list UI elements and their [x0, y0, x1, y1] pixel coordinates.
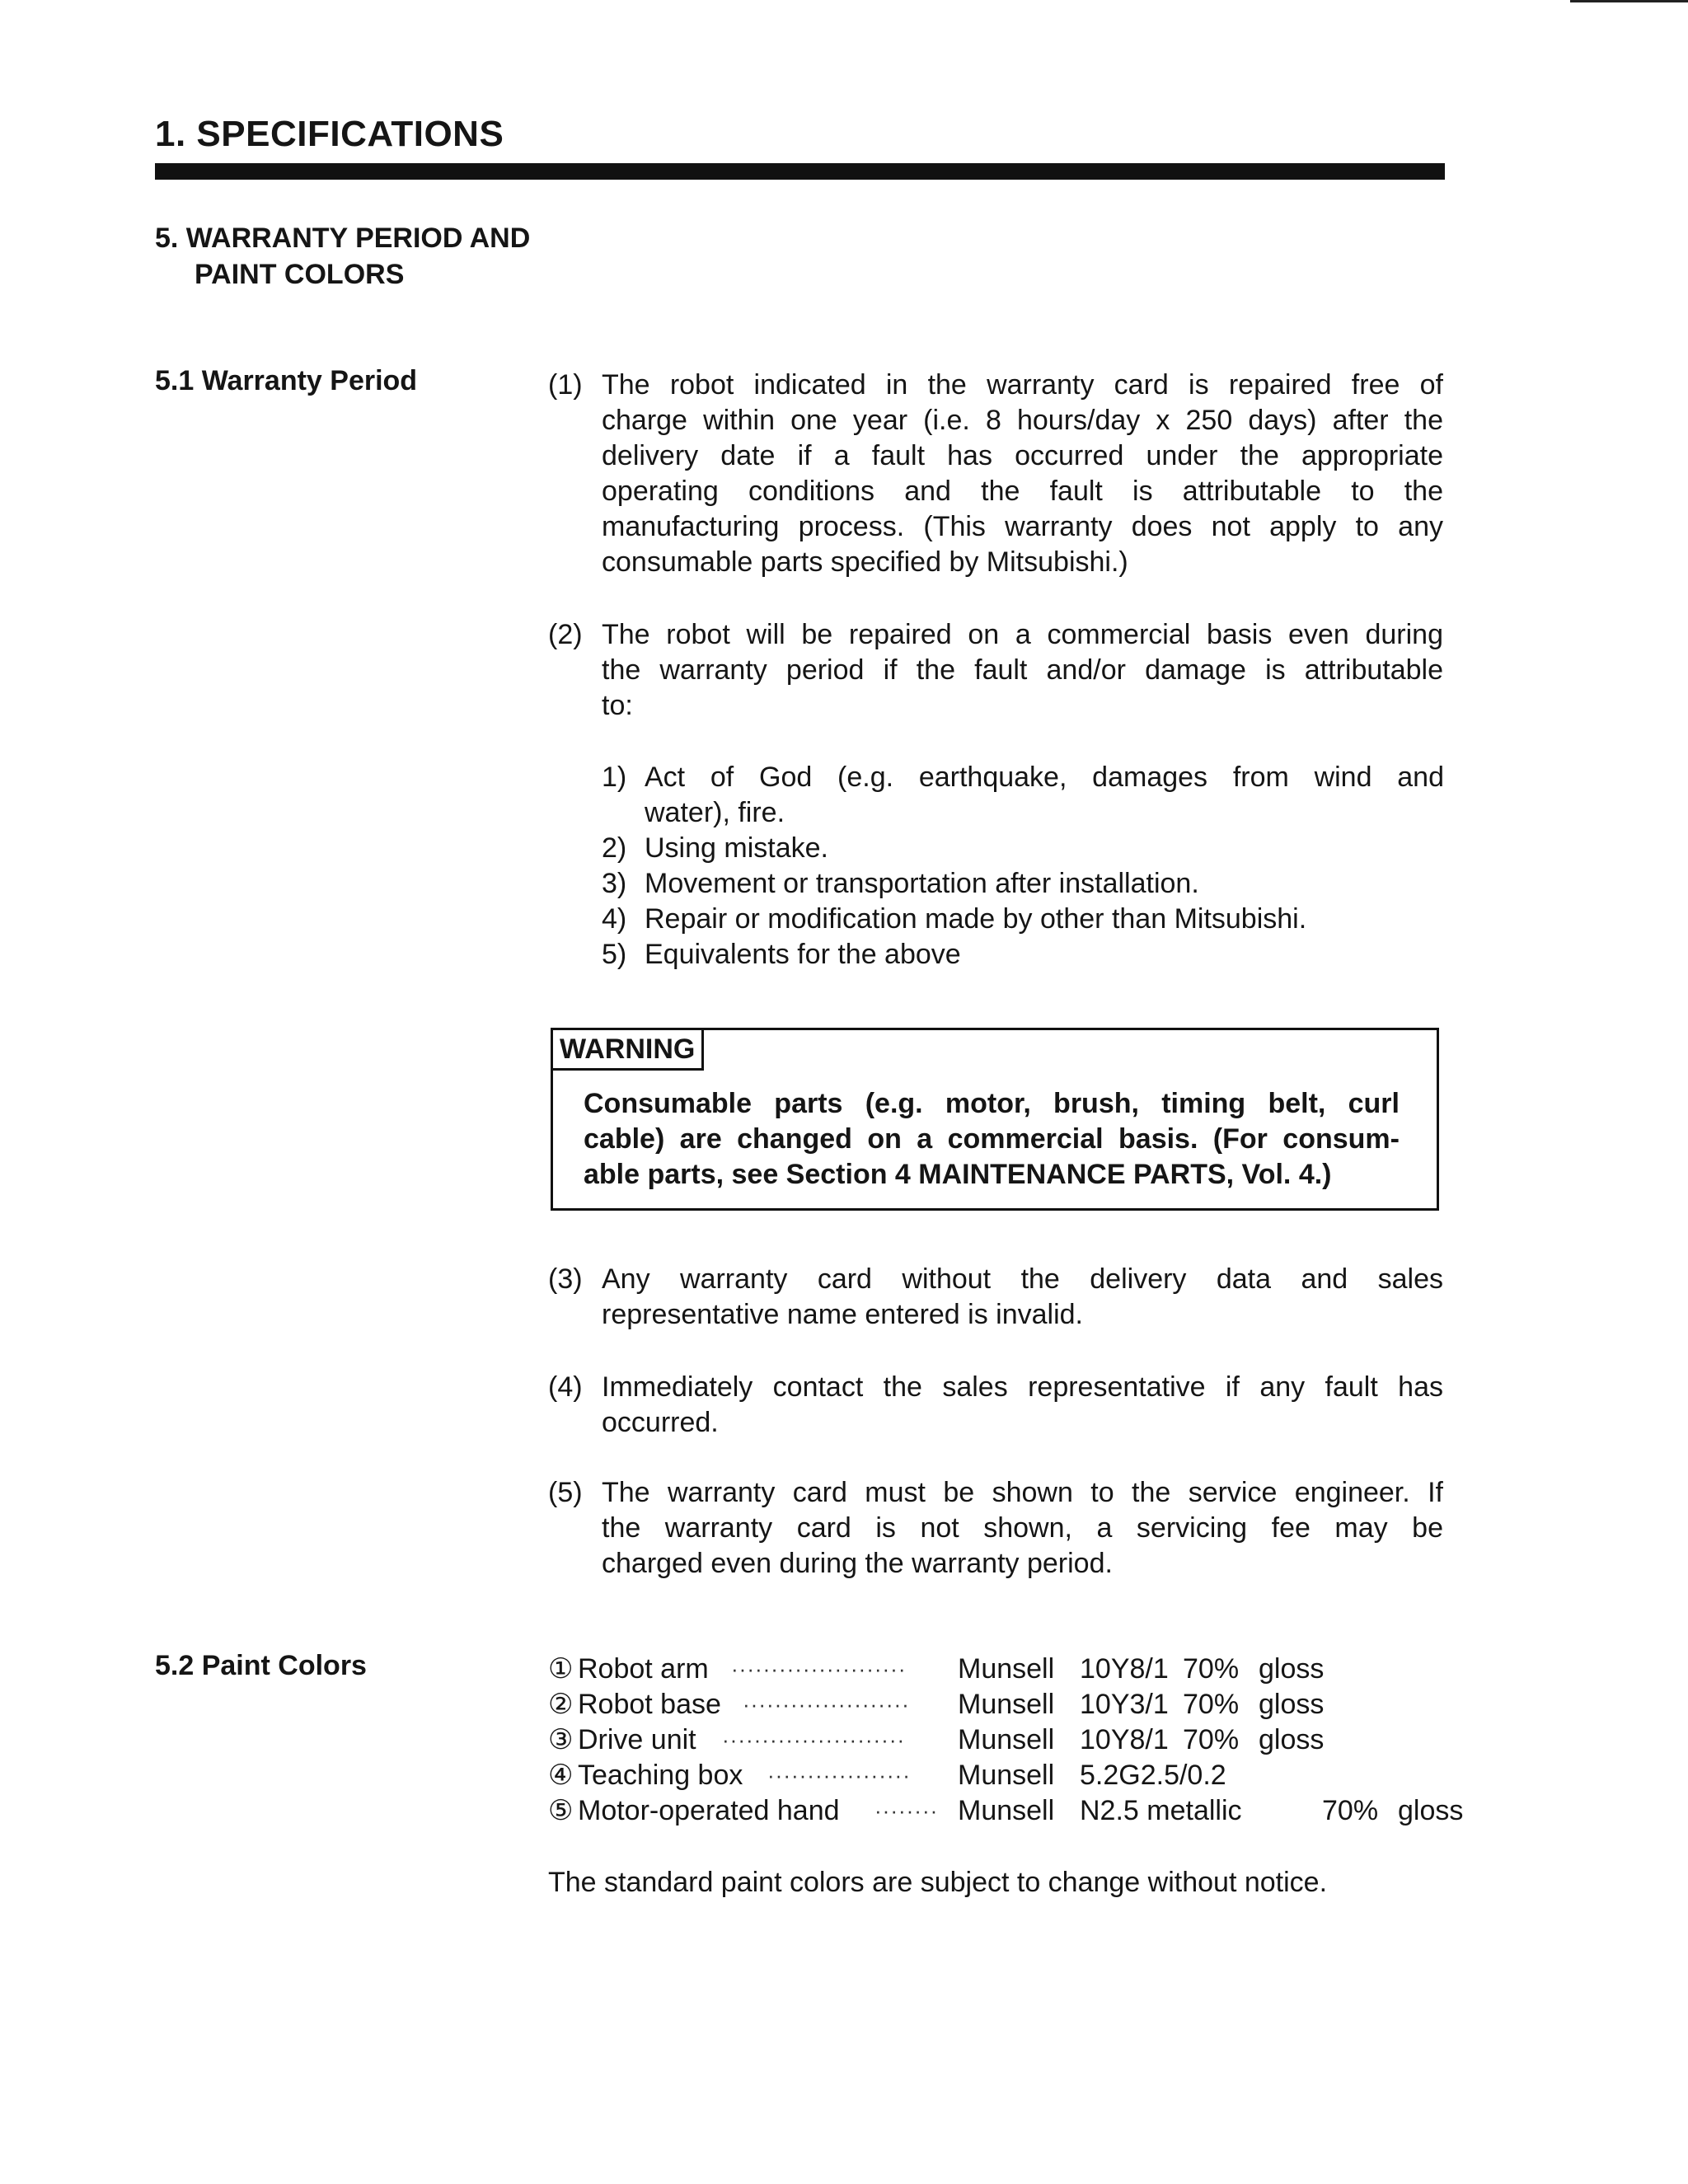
warning-box	[551, 1028, 1439, 1211]
warranty-item-3	[548, 1262, 1443, 1333]
row-number: ③	[548, 1724, 574, 1755]
part-name: Robot base	[578, 1689, 721, 1720]
item-number: (2)	[548, 619, 583, 650]
list-item	[602, 937, 1444, 972]
list-item	[602, 902, 1444, 937]
text-line: The robot indicated in the warranty card is repaired free of	[602, 369, 1443, 401]
warranty-item-2	[548, 617, 1443, 724]
row-number: ⑤	[548, 1795, 574, 1826]
text-line: water), fire.	[645, 797, 785, 828]
gloss-label: gloss	[1259, 1724, 1325, 1755]
row-number: ②	[548, 1689, 574, 1720]
munsell-label: Munsell	[958, 1689, 1055, 1720]
leader-dots: ··················	[767, 1763, 911, 1788]
chapter-rule	[155, 163, 1445, 180]
list-item	[602, 831, 1444, 866]
part-name: Drive unit	[578, 1724, 696, 1755]
list-item-number: 5)	[602, 939, 627, 970]
part-name: Teaching box	[578, 1760, 743, 1791]
warranty-item-1	[548, 368, 1443, 580]
color-code: 5.2G2.5/0.2	[1080, 1760, 1226, 1791]
warranty-item-4	[548, 1370, 1443, 1441]
list-item-number: 3)	[602, 868, 627, 899]
warning-label: WARNING	[551, 1028, 704, 1071]
text-line: the warranty card is not shown, a servicing fee may be	[602, 1512, 1443, 1544]
list-item	[602, 760, 1444, 831]
color-code: 10Y8/1	[1080, 1724, 1169, 1755]
text-line: delivery date if a fault has occurred under the appropriate	[602, 440, 1443, 471]
text-line: Consumable parts (e.g. motor, brush, timing belt, curl	[584, 1088, 1400, 1119]
item-number: (3)	[548, 1263, 583, 1295]
warranty-heading: 5.1 Warranty Period	[155, 365, 418, 396]
item-text	[602, 1370, 1443, 1441]
paint-note: The standard paint colors are subject to change without notice.	[548, 1867, 1328, 1898]
munsell-label: Munsell	[958, 1795, 1055, 1826]
item-text	[602, 1262, 1443, 1333]
gloss-label: gloss	[1398, 1795, 1464, 1826]
text-line: the warranty period if the fault and/or damage is attributable	[602, 654, 1443, 686]
gloss-percent: 70%	[1183, 1724, 1240, 1755]
item-text	[602, 1475, 1443, 1582]
text-line: Equivalents for the above	[645, 939, 961, 970]
color-code: N2.5 metallic	[1080, 1795, 1242, 1826]
gloss-percent: 70%	[1322, 1795, 1379, 1826]
list-item	[602, 866, 1444, 902]
leader-dots: ········	[874, 1798, 939, 1823]
section-heading	[155, 220, 530, 293]
text-line: Any warranty card without the delivery data and sales	[602, 1263, 1443, 1295]
text-line: Repair or modification made by other than Mitsubishi.	[645, 903, 1307, 935]
text-line: able parts, see Section 4 MAINTENANCE PARTS, Vol. 4.)	[584, 1159, 1332, 1190]
text-line: Movement or transportation after installation.	[645, 868, 1199, 899]
warranty-item-5	[548, 1475, 1443, 1582]
leader-dots: ·······················	[722, 1727, 906, 1752]
munsell-label: Munsell	[958, 1724, 1055, 1755]
list-item-number: 2)	[602, 832, 627, 864]
text-line: consumable parts specified by Mitsubishi.)	[602, 546, 1128, 578]
text-line: charge within one year (i.e. 8 hours/day x 250 days) after the	[602, 405, 1443, 436]
leader-dots: ······················	[731, 1657, 907, 1681]
munsell-label: Munsell	[958, 1653, 1055, 1685]
list-item-number: 1)	[602, 762, 627, 793]
text-line: Act of God (e.g. earthquake, damages from wind and	[645, 762, 1444, 793]
item-text	[602, 617, 1443, 724]
text-line: Immediately contact the sales representative if any fault has	[602, 1371, 1443, 1403]
text-line: manufacturing process. (This warranty does not apply to any	[602, 511, 1443, 542]
gloss-percent: 70%	[1183, 1653, 1240, 1685]
item-number: (4)	[548, 1371, 583, 1403]
color-code: 10Y3/1	[1080, 1689, 1169, 1720]
warning-text	[584, 1086, 1400, 1193]
row-number: ①	[548, 1653, 574, 1685]
paint-heading: 5.2 Paint Colors	[155, 1650, 367, 1681]
item-text	[602, 368, 1443, 580]
leader-dots: ·····················	[743, 1692, 910, 1717]
section-heading-line1: 5. WARRANTY PERIOD AND	[155, 223, 531, 254]
item-number: (5)	[548, 1477, 583, 1508]
color-code: 10Y8/1	[1080, 1653, 1169, 1685]
section-heading-line2: PAINT COLORS	[195, 259, 405, 290]
row-number: ④	[548, 1760, 574, 1791]
part-name: Motor-operated hand	[578, 1795, 840, 1826]
part-name: Robot arm	[578, 1653, 709, 1685]
text-line: operating conditions and the fault is attributable to the	[602, 476, 1443, 507]
text-line: The warranty card must be shown to the service engineer. If	[602, 1477, 1443, 1508]
text-line: The robot will be repaired on a commercial basis even during	[602, 619, 1443, 650]
item-number: (1)	[548, 369, 583, 401]
text-line: charged even during the warranty period.	[602, 1548, 1113, 1579]
text-line: occurred.	[602, 1407, 719, 1438]
warranty-exclusions-list	[602, 760, 1444, 972]
text-line: cable) are changed on a commercial basis. (For consum-	[584, 1123, 1400, 1155]
chapter-title: 1. SPECIFICATIONS	[155, 114, 504, 154]
gloss-percent: 70%	[1183, 1689, 1240, 1720]
munsell-label: Munsell	[958, 1760, 1055, 1791]
top-edge-rule	[1570, 0, 1688, 2]
text-line: Using mistake.	[645, 832, 828, 864]
list-item-number: 4)	[602, 903, 627, 935]
text-line: representative name entered is invalid.	[602, 1299, 1083, 1330]
text-line: to:	[602, 690, 633, 721]
gloss-label: gloss	[1259, 1689, 1325, 1720]
gloss-label: gloss	[1259, 1653, 1325, 1685]
